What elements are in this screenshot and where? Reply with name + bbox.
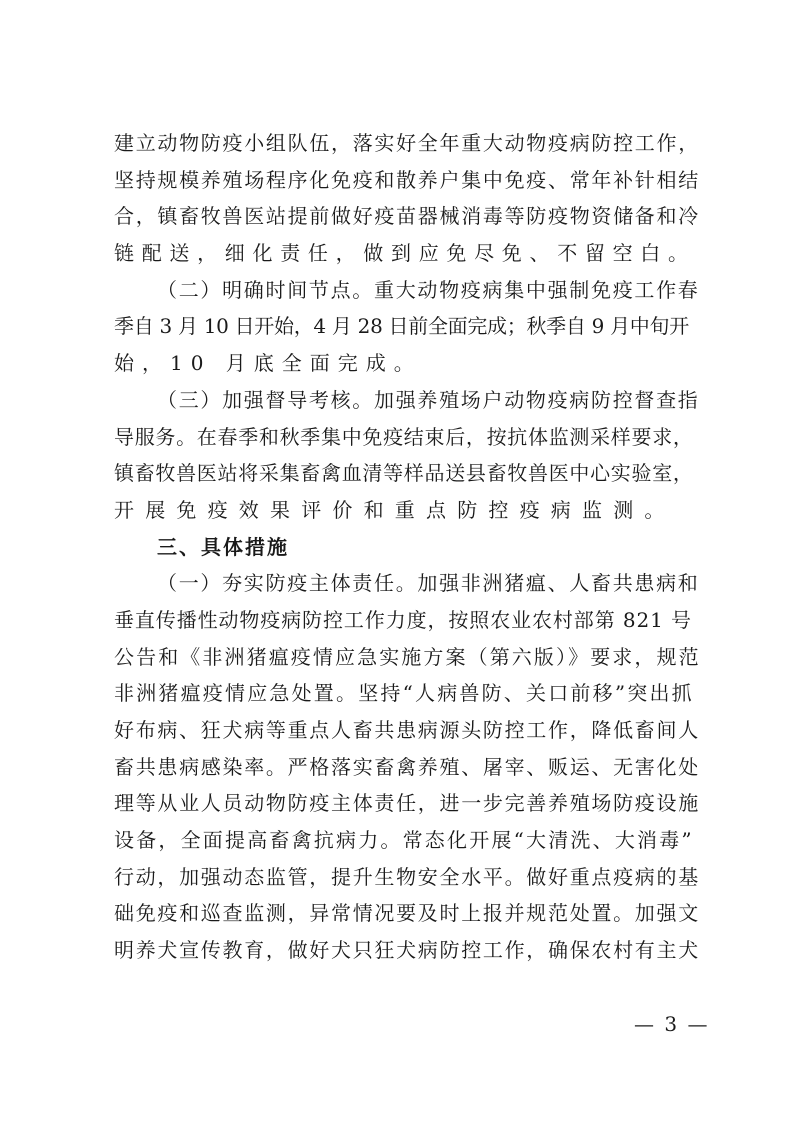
paragraph-line: 坚持规模养殖场程序化免疫和散养户集中免疫、常年补针相结	[114, 167, 700, 192]
paragraph-line: （三）加强督导考核。加强养殖场户动物疫病防控督查指	[157, 387, 700, 412]
paragraph-line: 导服务。在春季和秋季集中免疫结束后，按抗体监测采样要求，	[114, 424, 694, 449]
paragraph-line: 畜共患病感染率。严格落实畜禽养殖、屠宰、贩运、无害化处	[114, 754, 700, 779]
paragraph-line: 垂直传播性动物疫病防控工作力度，按照农业农村部第 821 号	[114, 607, 692, 632]
page-number: — 3 —	[634, 1012, 710, 1036]
paragraph-line: 非洲猪瘟疫情应急处置。坚持“人病兽防、关口前移”突出抓	[114, 681, 694, 706]
paragraph-line: 础免疫和巡查监测，异常情况要及时上报并规范处置。加强文	[114, 901, 700, 926]
paragraph-line: 镇畜牧兽医站将采集畜禽血清等样品送县畜牧兽医中心实验室，	[114, 461, 694, 486]
paragraph-line: 季自 3 月 10 日开始，4 月 28 日前全面完成；秋季自 9 月中旬开	[114, 314, 689, 339]
document-body	[114, 125, 704, 969]
paragraph-line: 理等从业人员动物防疫主体责任，进一步完善养殖场防疫设施	[114, 791, 700, 816]
paragraph-line: （一）夯实防疫主体责任。加强非洲猪瘟、人畜共患病和	[157, 571, 700, 596]
paragraph-line: （二）明确时间节点。重大动物疫病集中强制免疫工作春	[157, 277, 700, 302]
paragraph-line: 行动，加强动态监管，提升生物安全水平。做好重点疫病的基	[114, 864, 700, 889]
paragraph-line: 明养犬宣传教育，做好犬只狂犬病防控工作，确保农村有主犬	[114, 938, 700, 963]
paragraph-line: 开展免疫效果评价和重点防控疫病监测。	[114, 497, 676, 522]
section-heading: 三、具体措施	[157, 534, 289, 559]
paragraph-line: 建立动物防疫小组队伍，落实好全年重大动物疫病防控工作，	[114, 131, 700, 155]
paragraph-line: 链配送，细化责任，做到应免尽免、不留空白。	[114, 241, 696, 266]
paragraph-line: 始，10 月底全面完成。	[114, 351, 422, 376]
paragraph-line: 设备，全面提高畜禽抗病力。常态化开展“大清洗、大消毒”	[114, 828, 694, 853]
paragraph-line: 公告和《非洲猪瘟疫情应急实施方案（第六版）》要求，规范	[114, 644, 701, 669]
paragraph-line: 合，镇畜牧兽医站提前做好疫苗器械消毒等防疫物资储备和冷	[114, 204, 700, 229]
paragraph-line: 好布病、狂犬病等重点人畜共患病源头防控工作，降低畜间人	[114, 718, 700, 742]
